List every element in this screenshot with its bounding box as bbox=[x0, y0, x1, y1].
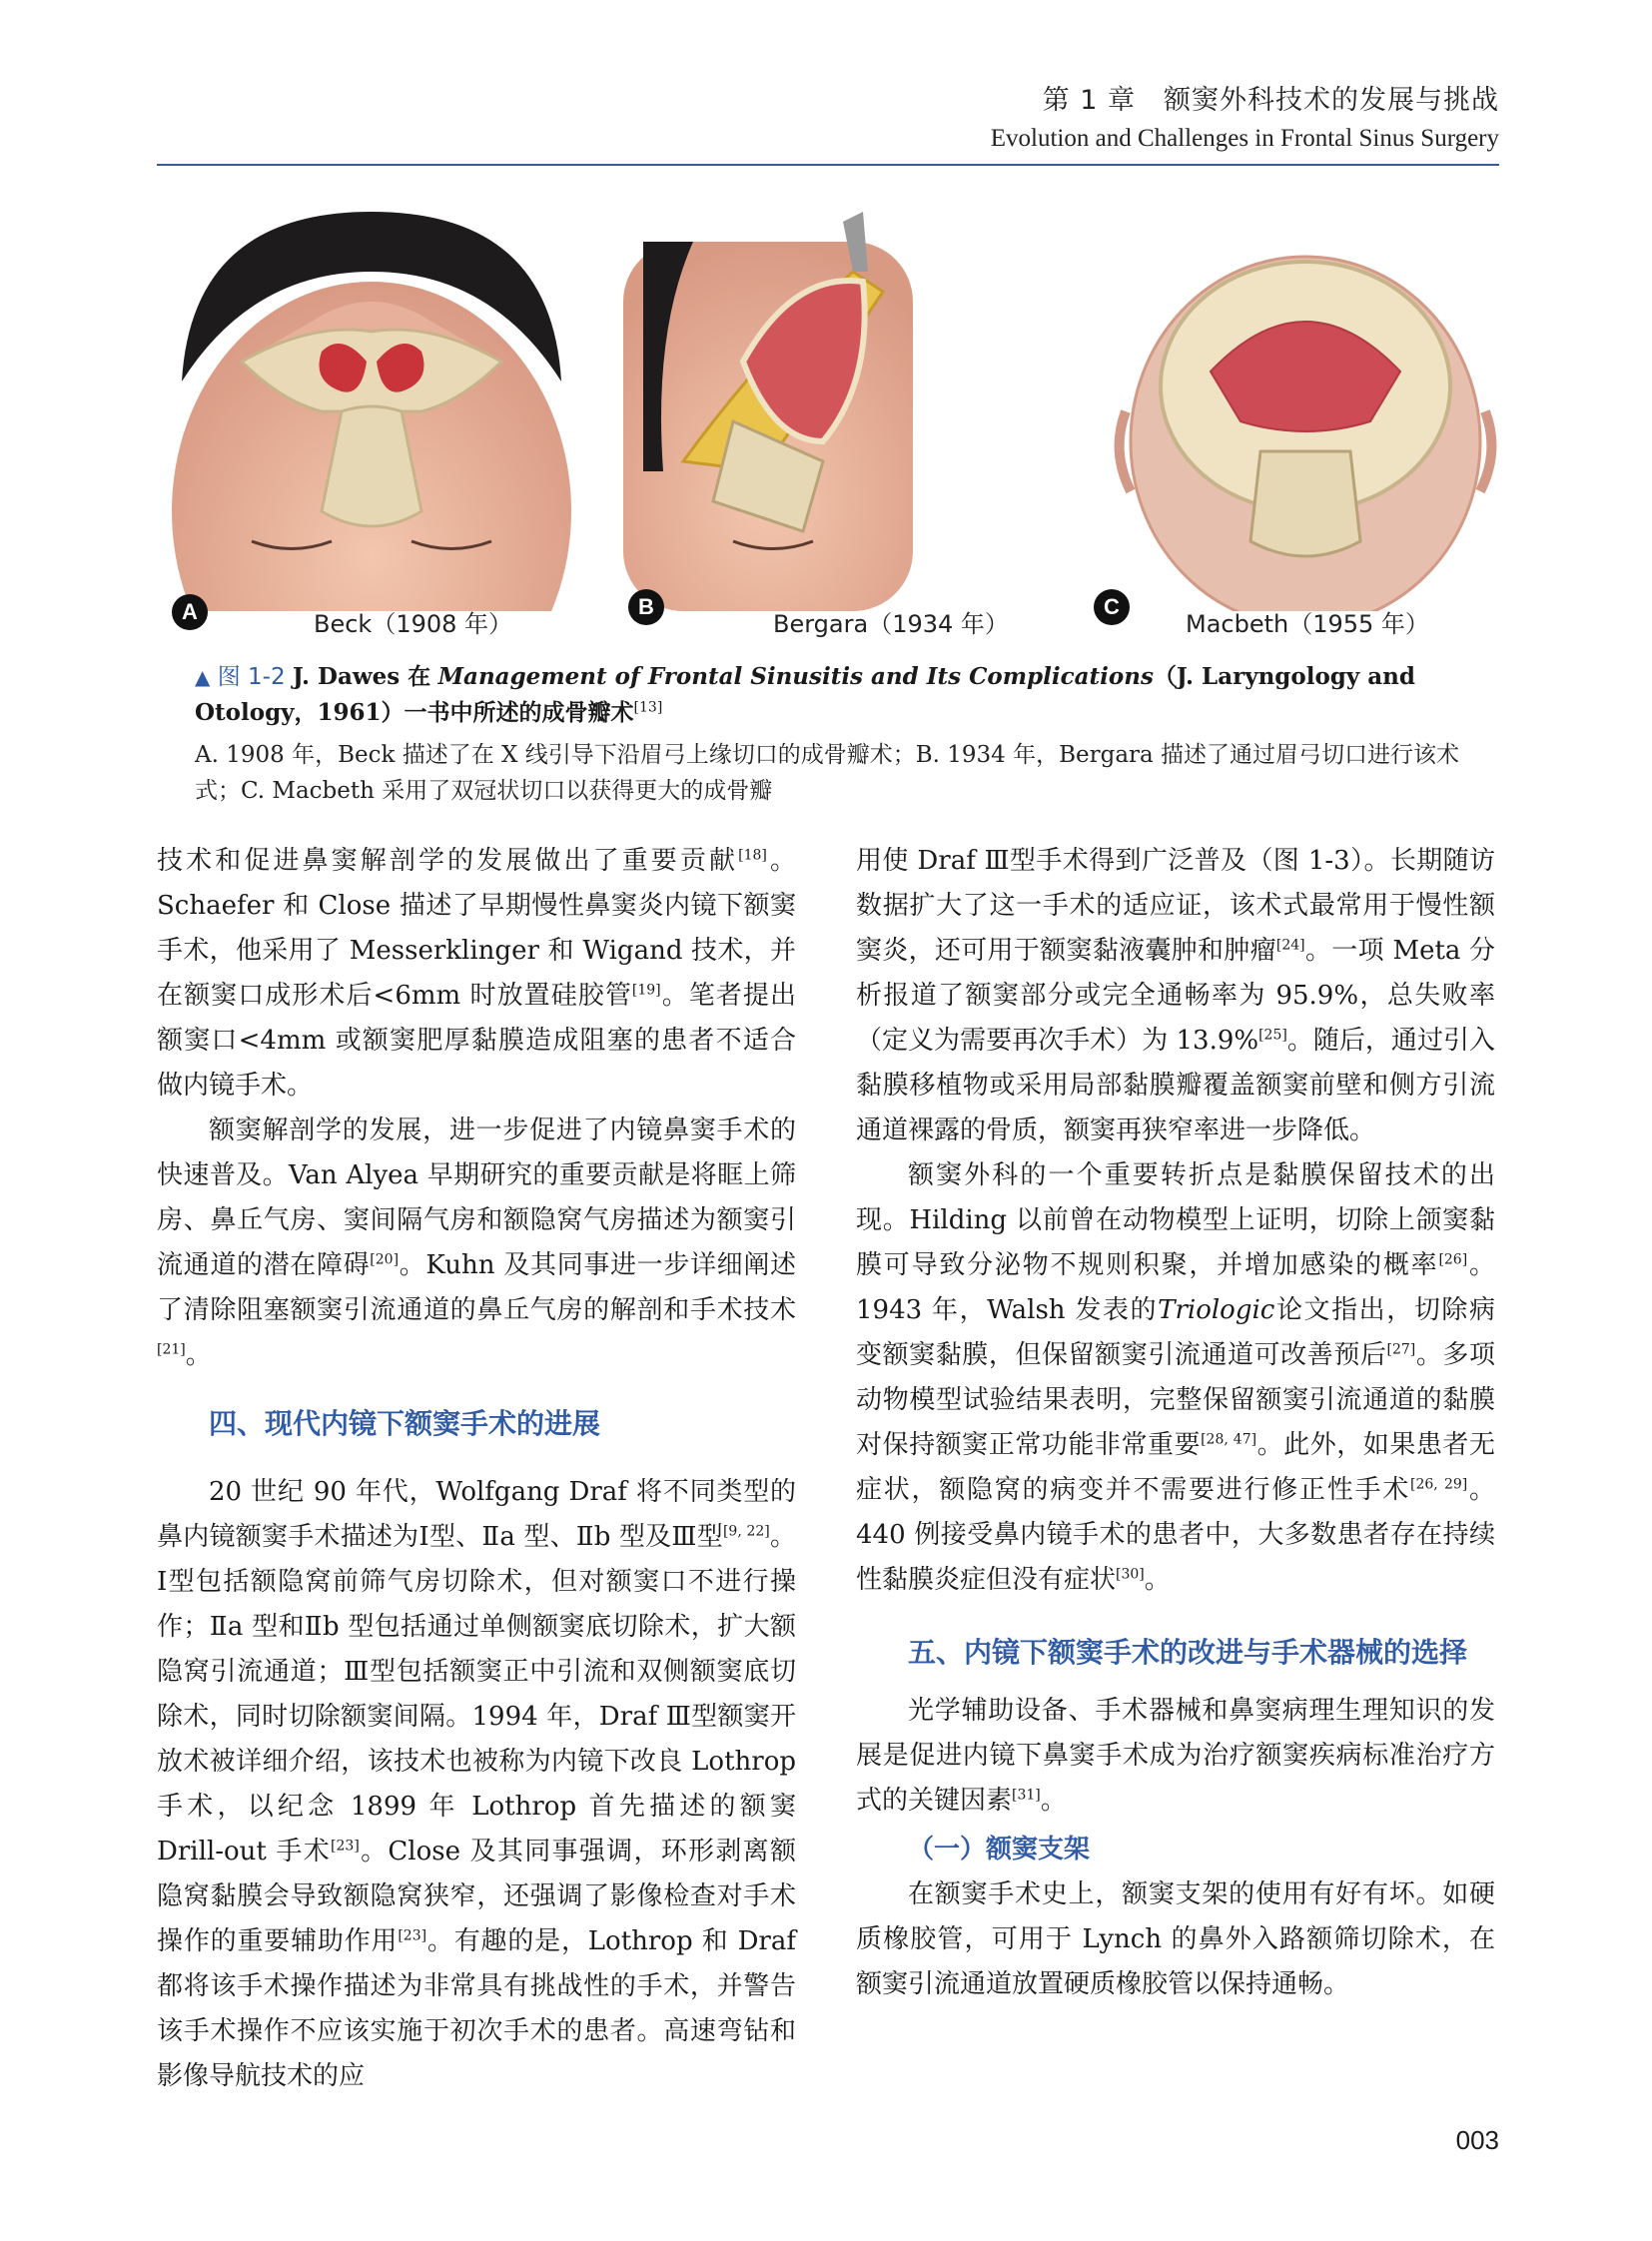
running-header bbox=[991, 78, 1499, 153]
panel-b-label: Bergara（1934 年） bbox=[773, 610, 1009, 638]
subsection-heading-1: （一）额窦支架 bbox=[908, 1835, 1091, 1865]
right-paragraph-3: 光学辅助设备、手术器械和鼻窦病理生理知识的发展是促进内镜下鼻窦手术成为治疗额窦疾病标准治疗方式的关键因素[31]。 bbox=[856, 1696, 1495, 1816]
figure-caption-description: A. 1908 年，Beck 描述了在 X 线引导下沿眉弓上缘切口的成骨瓣术；B. 1934 年，Bergara 描述了通过眉弓切口进行该术式；C. Macbeth 采用了双冠状切口以获得更大的成骨瓣 bbox=[195, 742, 1460, 804]
page-number: 003 bbox=[1455, 2125, 1499, 2155]
panel-a-label: Beck（1908 年） bbox=[314, 610, 513, 638]
panel-c-badge: C bbox=[1094, 589, 1130, 625]
panel-b-badge: B bbox=[628, 589, 664, 625]
caption-ref: [13] bbox=[633, 699, 663, 716]
section-heading-4: 四、现代内镜下额窦手术的进展 bbox=[209, 1407, 601, 1440]
left-paragraph-1: 技术和促进鼻窦解剖学的发展做出了重要贡献[18]。Schaefer 和 Close 描述了早期慢性鼻窦炎内镜下额窦手术，他采用了 Messerklinger 和 Wigand 技术，并在额窦口成形术后<6mm 时放置硅胶管[19]。笔者提出额窦口<4mm 或额窦肥厚黏膜造成阻塞的患者不适合做内镜手术。 bbox=[157, 846, 796, 1101]
panel-a-badge: A bbox=[172, 594, 208, 630]
chapter-subtitle-en: Evolution and Challenges in Frontal Sinus Surgery bbox=[990, 125, 1499, 152]
panel-c-illustration bbox=[1111, 212, 1500, 611]
caption-text-1: J. Dawes 在 bbox=[292, 663, 431, 690]
right-paragraph-1: 用使 Draf Ⅲ型手术得到广泛普及（图 1-3）。长期随访数据扩大了这一手术的适应证，该术式最常用于慢性额窦炎，还可用于额窦黏液囊肿和肿瘤[24]。一项 Meta 分析报道了额窦部分或完全通畅率为 95.9%，总失败率（定义为需要再次手术）为 13.9%[25]。随后，通过引入黏膜移植物或采用局部黏膜瓣覆盖额窦前壁和侧方引流通道裸露的骨质，额窦再狭窄率进一步降低。 bbox=[856, 846, 1495, 1145]
right-paragraph-4: 在额窦手术史上，额窦支架的使用有好有坏。如硬质橡胶管，可用于 Lynch 的鼻外入路额筛切除术，在额窦引流通道放置硬质橡胶管以保持通畅。 bbox=[856, 1879, 1495, 1999]
left-column bbox=[157, 839, 796, 2099]
right-column bbox=[856, 839, 1495, 2007]
caption-book-title: Management of Frontal Sinusitis and Its Complications bbox=[437, 663, 1154, 690]
figure-caption bbox=[195, 659, 1493, 731]
right-paragraph-2: 额窦外科的一个重要转折点是黏膜保留技术的出现。Hilding 以前曾在动物模型上证明，切除上颌窦黏膜可导致分泌物不规则积聚，并增加感染的概率[26]。1943 年，Walsh 发表的Triologic论文指出，切除病变额窦黏膜，但保留额窦引流通道可改善预后[27]。多项动物模型试验结果表明，完整保留额窦引流通道的黏膜对保持额窦正常功能非常重要[28, 47]。此外，如果患者无症状，额隐窝的病变并不需要进行修正性手术[26, 29]。440 例接受鼻内镜手术的患者中，大多数患者存在持续性黏膜炎症但没有症状[30]。 bbox=[856, 1160, 1495, 1595]
panel-a-illustration bbox=[162, 212, 581, 611]
caption-marker: ▲ bbox=[195, 665, 211, 689]
left-paragraph-2: 额窦解剖学的发展，进一步促进了内镜鼻窦手术的快速普及。Van Alyea 早期研究的重要贡献是将眶上筛房、鼻丘气房、窦间隔气房和额隐窝气房描述为额窦引流通道的潜在障碍[20]。Kuhn 及其同事进一步详细阐述了清除阻塞额窦引流通道的鼻丘气房的解剖和手术技术[21]。 bbox=[157, 1116, 796, 1370]
section-heading-5: 五、内镜下额窦手术的改进与手术器械的选择 bbox=[908, 1636, 1468, 1669]
left-paragraph-3: 20 世纪 90 年代，Wolfgang Draf 将不同类型的鼻内镜额窦手术描述为Ⅰ型、Ⅱa 型、Ⅱb 型及Ⅲ型[9, 22]。Ⅰ型包括额隐窝前筛气房切除术，但对额窦口不进行操作；Ⅱa 型和Ⅱb 型包括通过单侧额窦底切除术，扩大额隐窝引流通道；Ⅲ型包括额窦正中引流和双侧额窦底切除术，同时切除额窦间隔。1994 年，Draf Ⅲ型额窦开放术被详细介绍，该技术也被称为内镜下改良 Lothrop 手术，以纪念 1899 年 Lothrop 首先描述的额窦 Drill-out 手术[23]。Close 及其同事强调，环形剥离额隐窝黏膜会导致额隐窝狭窄，还强调了影像检查对手术操作的重要辅助作用[23]。有趣的是，Lothrop 和 Draf 都将该手术操作描述为非常具有挑战性的手术，并警告该手术操作不应该实施于初次手术的患者。高速弯钻和影像导航技术的应 bbox=[157, 1477, 796, 2091]
caption-figure-number: 图 1-2 bbox=[217, 664, 286, 690]
chapter-title: 第 1 章 额窦外科技术的发展与挑战 bbox=[1042, 85, 1499, 116]
panel-b-illustration bbox=[623, 212, 923, 611]
caption-text-2: （J. Laryngology and Otology，1961）一书中所述的成骨瓣术 bbox=[195, 663, 1415, 726]
panel-c-label: Macbeth（1955 年） bbox=[1186, 610, 1429, 638]
header-rule bbox=[157, 164, 1499, 166]
figure-1-2 bbox=[162, 212, 1500, 651]
